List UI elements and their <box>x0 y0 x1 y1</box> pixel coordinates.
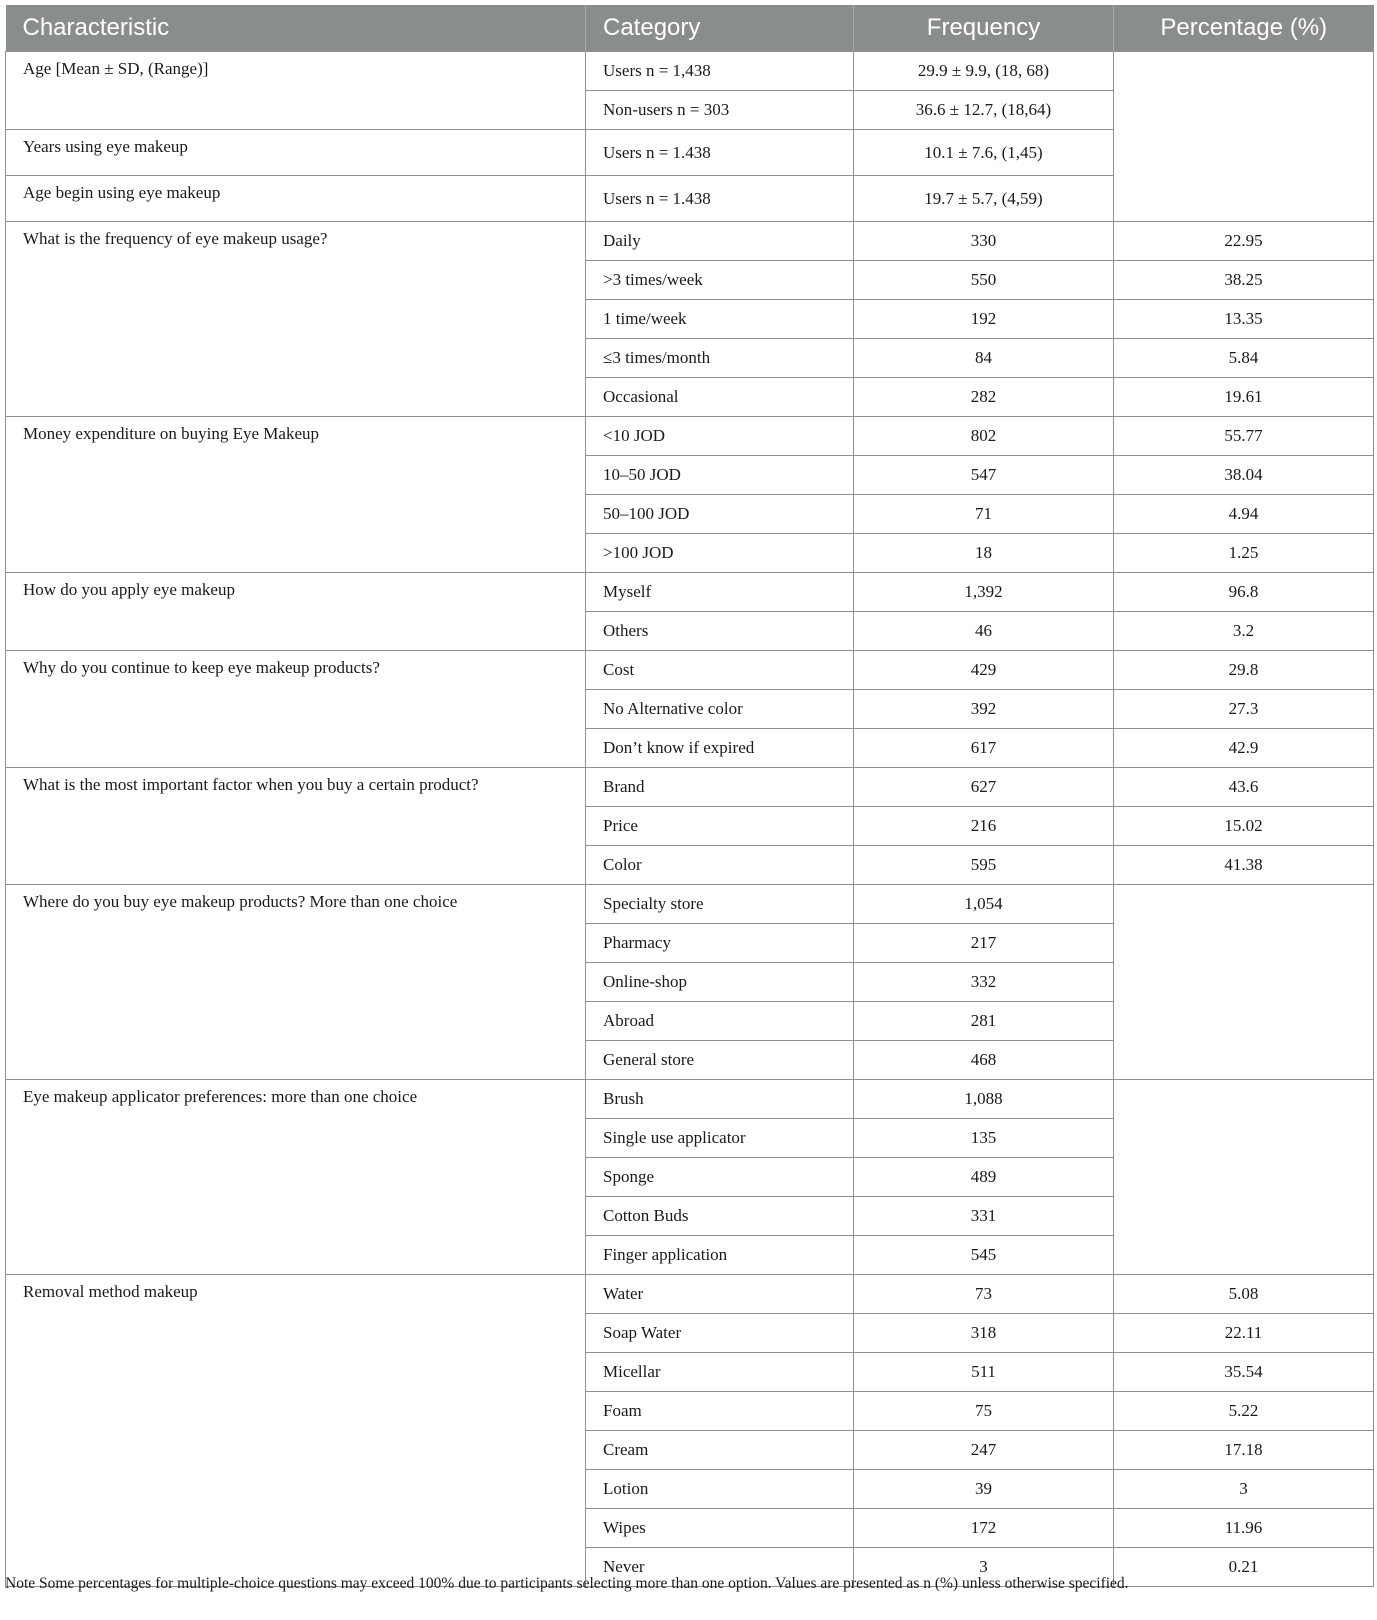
percentage-cell: 11.96 <box>1114 1509 1374 1548</box>
table-row <box>6 651 1374 690</box>
frequency-cell: 192 <box>854 300 1114 339</box>
header-row <box>6 5 1374 52</box>
characteristic-cell: Removal method makeup <box>6 1275 586 1587</box>
frequency-cell: 627 <box>854 768 1114 807</box>
percentage-cell: 4.94 <box>1114 495 1374 534</box>
frequency-cell: 29.9 ± 9.9, (18, 68) <box>854 52 1114 91</box>
table-row <box>6 768 1374 807</box>
percentage-cell: 13.35 <box>1114 300 1374 339</box>
percentage-cell: 22.95 <box>1114 222 1374 261</box>
category-cell: Wipes <box>586 1509 854 1548</box>
characteristic-cell: Age [Mean ± SD, (Range)] <box>6 52 586 130</box>
category-cell: >100 JOD <box>586 534 854 573</box>
table-row <box>6 52 1374 91</box>
frequency-cell: 617 <box>854 729 1114 768</box>
percentage-cell: 19.61 <box>1114 378 1374 417</box>
frequency-cell: 392 <box>854 690 1114 729</box>
frequency-cell: 39 <box>854 1470 1114 1509</box>
table-row <box>6 885 1374 924</box>
frequency-cell: 73 <box>854 1275 1114 1314</box>
category-cell: Cotton Buds <box>586 1197 854 1236</box>
percentage-cell: 3.2 <box>1114 612 1374 651</box>
category-cell: >3 times/week <box>586 261 854 300</box>
header-category: Category <box>586 5 854 52</box>
category-cell: ≤3 times/month <box>586 339 854 378</box>
percentage-cell: 55.77 <box>1114 417 1374 456</box>
category-cell: Abroad <box>586 1002 854 1041</box>
category-cell: Pharmacy <box>586 924 854 963</box>
category-cell: Micellar <box>586 1353 854 1392</box>
frequency-cell: 135 <box>854 1119 1114 1158</box>
header-percentage: Percentage (%) <box>1114 5 1374 52</box>
category-cell: Single use applicator <box>586 1119 854 1158</box>
category-cell: Sponge <box>586 1158 854 1197</box>
frequency-cell: 216 <box>854 807 1114 846</box>
frequency-cell: 1,054 <box>854 885 1114 924</box>
frequency-cell: 3 <box>854 1548 1114 1587</box>
category-cell: Price <box>586 807 854 846</box>
frequency-cell: 75 <box>854 1392 1114 1431</box>
frequency-cell: 489 <box>854 1158 1114 1197</box>
category-cell: Finger application <box>586 1236 854 1275</box>
percentage-cell: 3 <box>1114 1470 1374 1509</box>
percentage-cell: 17.18 <box>1114 1431 1374 1470</box>
percentage-cell: 15.02 <box>1114 807 1374 846</box>
frequency-cell: 19.7 ± 5.7, (4,59) <box>854 176 1114 222</box>
header-frequency: Frequency <box>854 5 1114 52</box>
frequency-cell: 429 <box>854 651 1114 690</box>
frequency-cell: 46 <box>854 612 1114 651</box>
frequency-cell: 547 <box>854 456 1114 495</box>
table-body <box>6 52 1374 1587</box>
characteristic-cell: Money expenditure on buying Eye Makeup <box>6 417 586 573</box>
percentage-cell: 5.22 <box>1114 1392 1374 1431</box>
table-row <box>6 1275 1374 1314</box>
frequency-cell: 332 <box>854 963 1114 1002</box>
category-cell: Soap Water <box>586 1314 854 1353</box>
frequency-cell: 331 <box>854 1197 1114 1236</box>
table-header <box>6 5 1374 52</box>
percentage-cell: 96.8 <box>1114 573 1374 612</box>
category-cell: No Alternative color <box>586 690 854 729</box>
percentage-cell: 0.21 <box>1114 1548 1374 1587</box>
characteristic-cell: How do you apply eye makeup <box>6 573 586 651</box>
frequency-cell: 282 <box>854 378 1114 417</box>
percentage-cell: 5.08 <box>1114 1275 1374 1314</box>
frequency-cell: 281 <box>854 1002 1114 1041</box>
characteristic-cell: What is the frequency of eye makeup usage? <box>6 222 586 417</box>
frequency-cell: 468 <box>854 1041 1114 1080</box>
frequency-cell: 545 <box>854 1236 1114 1275</box>
category-cell: <10 JOD <box>586 417 854 456</box>
characteristic-cell: Eye makeup applicator preferences: more than one choice <box>6 1080 586 1275</box>
category-cell: Lotion <box>586 1470 854 1509</box>
table-row <box>6 417 1374 456</box>
table-footnote: Note Some percentages for multiple-choice questions may exceed 100% due to participants selecting more than one option. Values are presented as n (%) unless otherwise specified. <box>5 1575 1129 1592</box>
category-cell: Myself <box>586 573 854 612</box>
category-cell: Water <box>586 1275 854 1314</box>
percentage-cell: 1.25 <box>1114 534 1374 573</box>
table-row <box>6 573 1374 612</box>
category-cell: Users n = 1.438 <box>586 130 854 176</box>
category-cell: Never <box>586 1548 854 1587</box>
frequency-cell: 1,088 <box>854 1080 1114 1119</box>
percentage-cell: 38.04 <box>1114 456 1374 495</box>
frequency-cell: 84 <box>854 339 1114 378</box>
category-cell: Specialty store <box>586 885 854 924</box>
percentage-cell: 27.3 <box>1114 690 1374 729</box>
category-cell: Users n = 1.438 <box>586 176 854 222</box>
frequency-cell: 217 <box>854 924 1114 963</box>
percentage-cell-empty <box>1114 885 1374 1080</box>
frequency-cell: 36.6 ± 12.7, (18,64) <box>854 91 1114 130</box>
percentage-cell-empty <box>1114 1080 1374 1275</box>
percentage-cell-empty <box>1114 52 1374 222</box>
category-cell: Cream <box>586 1431 854 1470</box>
table-row <box>6 222 1374 261</box>
percentage-cell: 35.54 <box>1114 1353 1374 1392</box>
percentage-cell: 29.8 <box>1114 651 1374 690</box>
frequency-cell: 172 <box>854 1509 1114 1548</box>
category-cell: Daily <box>586 222 854 261</box>
category-cell: 1 time/week <box>586 300 854 339</box>
frequency-cell: 511 <box>854 1353 1114 1392</box>
frequency-cell: 10.1 ± 7.6, (1,45) <box>854 130 1114 176</box>
category-cell: Brush <box>586 1080 854 1119</box>
frequency-cell: 802 <box>854 417 1114 456</box>
category-cell: Non-users n = 303 <box>586 91 854 130</box>
table-row <box>6 1080 1374 1119</box>
percentage-cell: 41.38 <box>1114 846 1374 885</box>
characteristic-cell: Years using eye makeup <box>6 130 586 176</box>
frequency-cell: 318 <box>854 1314 1114 1353</box>
category-cell: Foam <box>586 1392 854 1431</box>
frequency-cell: 595 <box>854 846 1114 885</box>
frequency-cell: 550 <box>854 261 1114 300</box>
category-cell: Online-shop <box>586 963 854 1002</box>
frequency-cell: 71 <box>854 495 1114 534</box>
percentage-cell: 42.9 <box>1114 729 1374 768</box>
characteristic-cell: Age begin using eye makeup <box>6 176 586 222</box>
frequency-cell: 247 <box>854 1431 1114 1470</box>
characteristic-cell: Why do you continue to keep eye makeup products? <box>6 651 586 768</box>
category-cell: Don’t know if expired <box>586 729 854 768</box>
category-cell: Cost <box>586 651 854 690</box>
category-cell: 50–100 JOD <box>586 495 854 534</box>
characteristic-cell: What is the most important factor when you buy a certain product? <box>6 768 586 885</box>
category-cell: Others <box>586 612 854 651</box>
frequency-cell: 1,392 <box>854 573 1114 612</box>
category-cell: Users n = 1,438 <box>586 52 854 91</box>
percentage-cell: 43.6 <box>1114 768 1374 807</box>
category-cell: General store <box>586 1041 854 1080</box>
category-cell: Brand <box>586 768 854 807</box>
category-cell: Occasional <box>586 378 854 417</box>
characteristic-cell: Where do you buy eye makeup products? More than one choice <box>6 885 586 1080</box>
header-characteristic: Characteristic <box>6 5 586 52</box>
data-table <box>5 5 1374 1587</box>
frequency-cell: 330 <box>854 222 1114 261</box>
percentage-cell: 5.84 <box>1114 339 1374 378</box>
percentage-cell: 22.11 <box>1114 1314 1374 1353</box>
percentage-cell: 38.25 <box>1114 261 1374 300</box>
frequency-cell: 18 <box>854 534 1114 573</box>
category-cell: Color <box>586 846 854 885</box>
category-cell: 10–50 JOD <box>586 456 854 495</box>
